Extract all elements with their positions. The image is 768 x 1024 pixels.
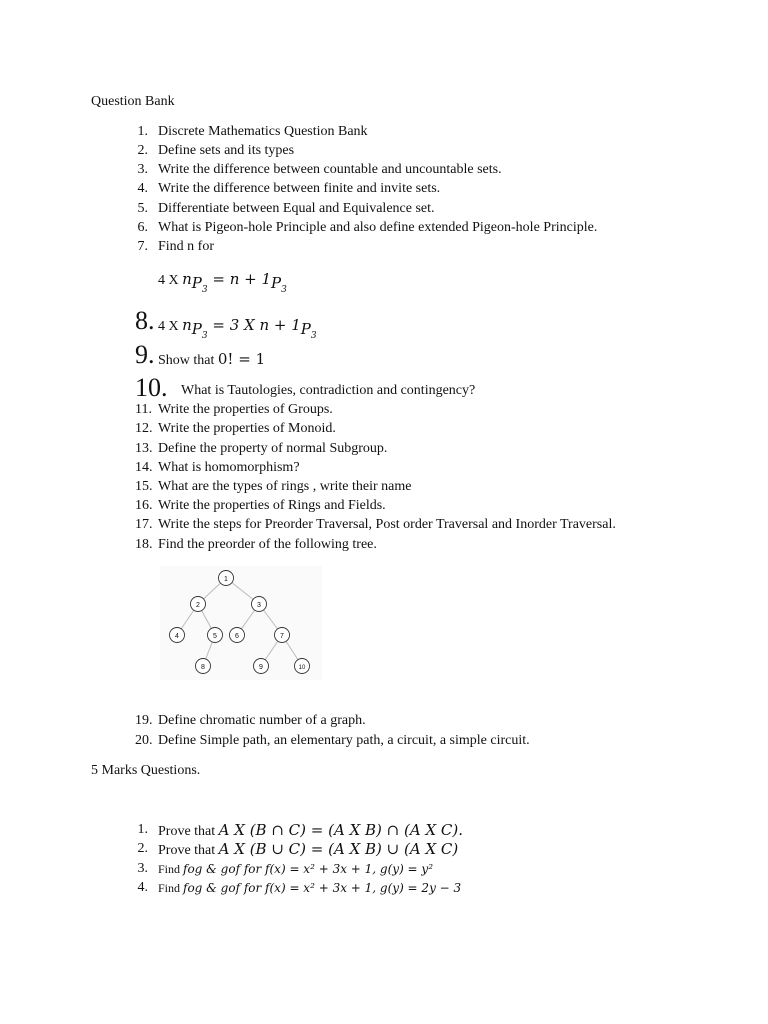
item-number: 9. bbox=[135, 340, 155, 369]
item-text: Write the properties of Monoid. bbox=[158, 421, 336, 436]
page-title: Question Bank bbox=[91, 94, 175, 109]
equation-7 bbox=[158, 270, 287, 299]
item-text bbox=[158, 350, 265, 370]
item-number: 17. bbox=[135, 517, 153, 532]
item-number: 2. bbox=[137, 143, 148, 158]
item-text: Write the properties of Groups. bbox=[158, 402, 333, 417]
tree-node bbox=[295, 659, 310, 674]
item-number: 10. bbox=[135, 373, 168, 402]
tree-node bbox=[252, 597, 267, 612]
q9-math: 0! = 1 bbox=[217, 350, 266, 368]
item-number: 2. bbox=[137, 841, 148, 856]
eq-p: P bbox=[191, 273, 202, 292]
item-number: 5. bbox=[137, 201, 148, 216]
svg-text:1: 1 bbox=[224, 576, 228, 583]
item-number: 4. bbox=[137, 880, 148, 895]
item-text: Define Simple path, an elementary path, a circuit, a simple circuit. bbox=[158, 733, 530, 748]
item-text: Write the difference between finite and invite sets. bbox=[158, 181, 441, 196]
item-prefix: Find bbox=[158, 862, 184, 876]
eq-p: P bbox=[300, 319, 311, 338]
item-number: 3. bbox=[137, 861, 148, 876]
item-text: What is Tautologies, contradiction and contingency? bbox=[181, 383, 476, 398]
item-number: 1. bbox=[137, 124, 148, 139]
svg-text:6: 6 bbox=[235, 633, 239, 640]
item-prefix: Prove that bbox=[158, 824, 219, 839]
item-number: 13. bbox=[135, 441, 153, 456]
eq-sub3: 3 bbox=[201, 284, 208, 295]
item-number: 18. bbox=[135, 537, 153, 552]
svg-text:10: 10 bbox=[298, 665, 306, 671]
item-number: 3. bbox=[137, 162, 148, 177]
svg-text:4: 4 bbox=[175, 633, 179, 640]
binary-tree-diagram bbox=[160, 566, 322, 680]
eq-sub3: 3 bbox=[310, 330, 317, 341]
tree-node bbox=[219, 571, 234, 586]
item-text: Define chromatic number of a graph. bbox=[158, 713, 366, 728]
item-prefix: Find bbox=[158, 881, 184, 895]
item-text: Find the preorder of the following tree. bbox=[158, 537, 377, 552]
item-text: Define sets and its types bbox=[158, 143, 295, 158]
tree-node bbox=[275, 628, 290, 643]
item-text: What is Pigeon-hole Principle and also define extended Pigeon-hole Principle. bbox=[158, 220, 598, 235]
eq-n: n bbox=[182, 270, 192, 288]
eq-lhs: 4 X bbox=[158, 273, 183, 288]
item-number: 7. bbox=[137, 239, 148, 254]
item-text: Define the property of normal Subgroup. bbox=[158, 441, 388, 456]
item-text bbox=[158, 316, 317, 345]
item-number: 1. bbox=[137, 822, 148, 837]
item-number: 14. bbox=[135, 460, 153, 475]
item-text: Write the steps for Preorder Traversal, Post order Traversal and Inorder Traversal. bbox=[158, 517, 616, 532]
svg-text:3: 3 bbox=[257, 602, 261, 609]
eq-p: P bbox=[191, 319, 202, 338]
svg-text:9: 9 bbox=[259, 664, 263, 671]
q9-text: Show that bbox=[158, 353, 218, 368]
item-math: A X (B ∪ C) = (A X B) ∪ (A X C) bbox=[218, 840, 459, 858]
eq-rest: = 3 X n + 1 bbox=[207, 316, 301, 334]
tree-node bbox=[208, 628, 223, 643]
item-math: A X (B ∩ C) = (A X B) ∩ (A X C). bbox=[218, 821, 463, 839]
item-text bbox=[158, 879, 461, 898]
item-text: What is homomorphism? bbox=[158, 460, 300, 475]
item-number: 8. bbox=[135, 306, 155, 335]
item-number: 15. bbox=[135, 479, 153, 494]
eq-lhs: 4 X bbox=[158, 319, 183, 334]
tree-node bbox=[254, 659, 269, 674]
item-text: Find n for bbox=[158, 239, 214, 254]
item-number: 11. bbox=[135, 402, 152, 417]
item-number: 20. bbox=[135, 733, 153, 748]
item-text bbox=[158, 821, 463, 841]
item-number: 12. bbox=[135, 421, 153, 436]
tree-node bbox=[170, 628, 185, 643]
eq-equals: = bbox=[207, 270, 230, 288]
item-text: Differentiate between Equal and Equivalence set. bbox=[158, 201, 435, 216]
item-text: What are the types of rings , write their name bbox=[158, 479, 412, 494]
item-number: 16. bbox=[135, 498, 153, 513]
eq-sub3: 3 bbox=[201, 330, 208, 341]
item-text bbox=[158, 860, 433, 879]
svg-text:5: 5 bbox=[213, 633, 217, 640]
item-text: Write the properties of Rings and Fields. bbox=[158, 498, 386, 513]
tree-node bbox=[230, 628, 245, 643]
eq-n: n bbox=[182, 316, 192, 334]
item-text: Write the difference between countable and uncountable sets. bbox=[158, 162, 502, 177]
eq-sub3: 3 bbox=[281, 284, 287, 295]
item-number: 4. bbox=[137, 181, 148, 196]
tree-node bbox=[191, 597, 206, 612]
item-number: 6. bbox=[137, 220, 148, 235]
eq-p: P bbox=[271, 273, 282, 292]
svg-text:8: 8 bbox=[201, 664, 205, 671]
item-text: Discrete Mathematics Question Bank bbox=[158, 124, 368, 139]
item-prefix: Prove that bbox=[158, 843, 219, 858]
svg-text:7: 7 bbox=[280, 633, 284, 640]
tree-node bbox=[196, 659, 211, 674]
item-math: fog & gof for f(x) = x² + 3x + 1, g(y) = 2y − 3 bbox=[183, 881, 462, 895]
item-number: 19. bbox=[135, 713, 153, 728]
item-text bbox=[158, 840, 458, 860]
svg-text:2: 2 bbox=[196, 602, 200, 609]
item-math: fog & gof for f(x) = x² + 3x + 1, g(y) = y² bbox=[183, 862, 434, 876]
section-heading: 5 Marks Questions. bbox=[91, 763, 201, 778]
eq-rhs: n + 1 bbox=[229, 270, 272, 288]
